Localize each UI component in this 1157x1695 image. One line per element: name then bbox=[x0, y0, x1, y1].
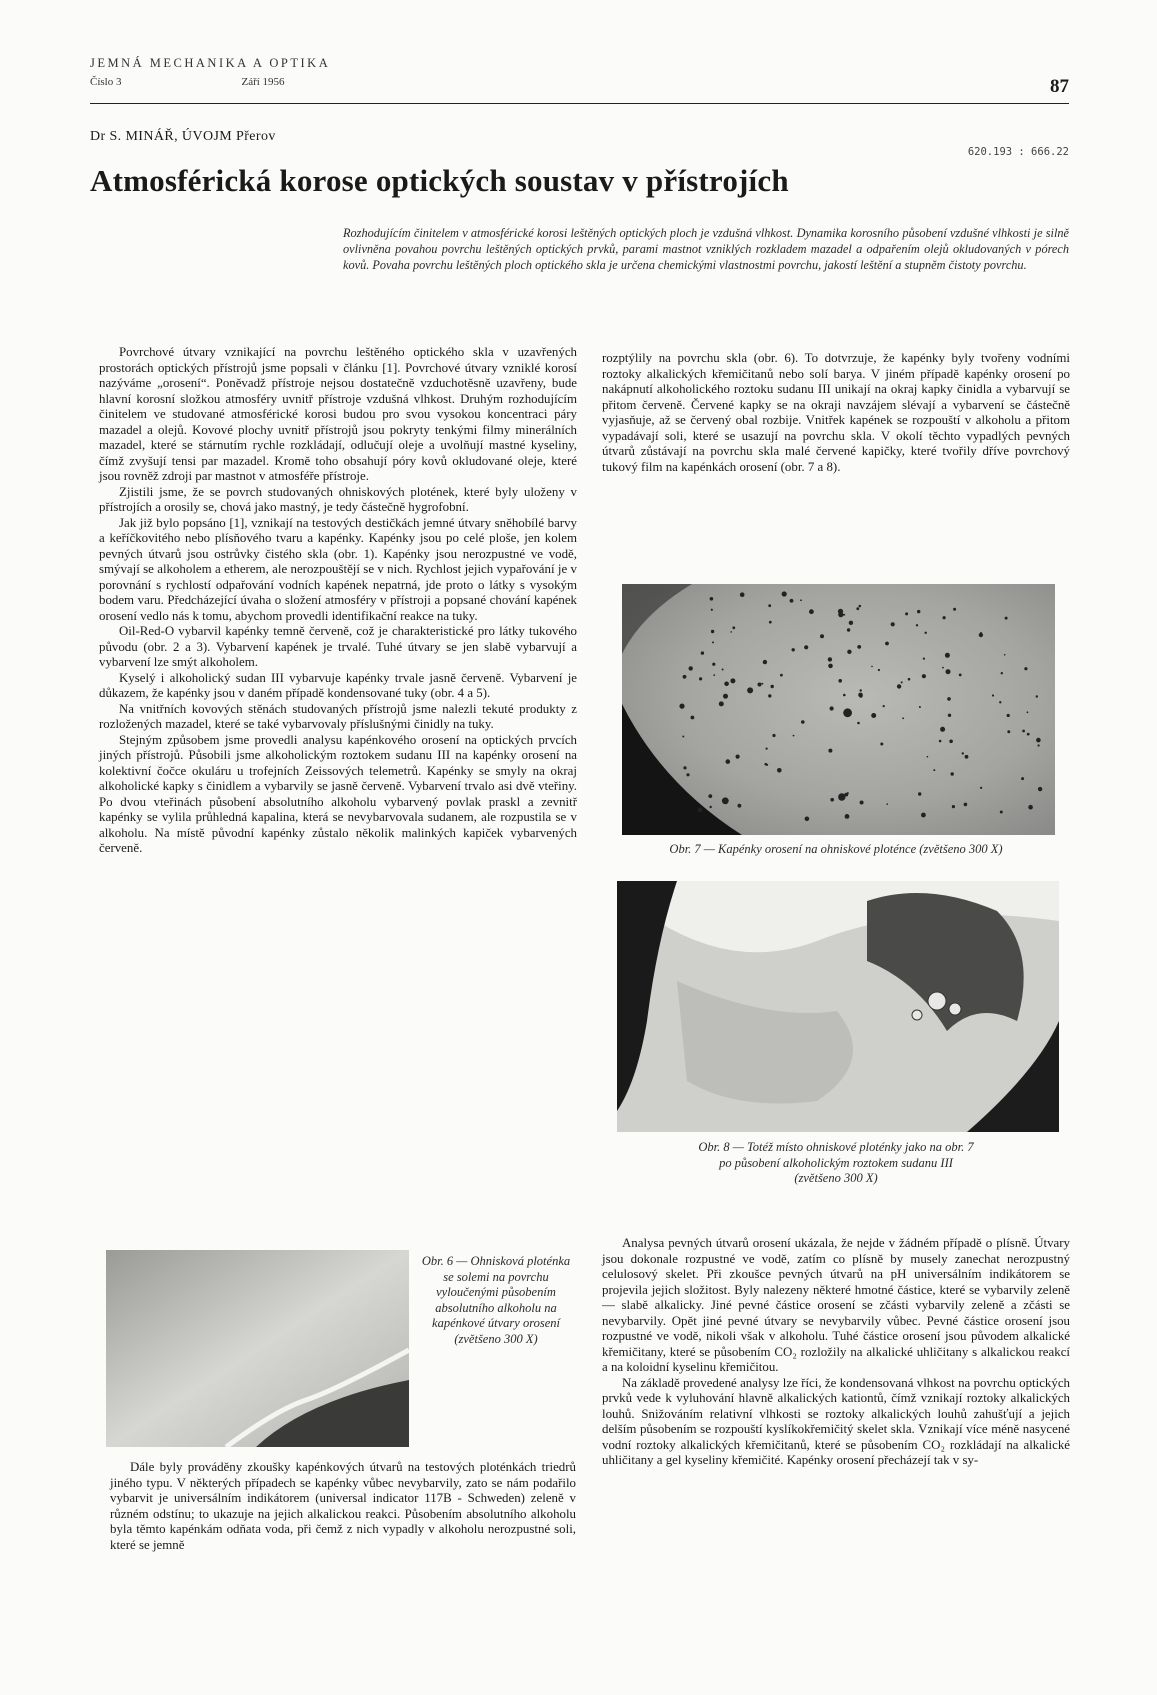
droplet-mark bbox=[857, 645, 861, 649]
droplet-mark bbox=[740, 592, 745, 597]
droplet-mark bbox=[885, 642, 889, 646]
droplet-mark bbox=[856, 607, 859, 610]
droplet-mark bbox=[804, 645, 808, 649]
droplet-mark bbox=[711, 609, 713, 611]
droplet-mark bbox=[1027, 711, 1029, 713]
droplet-mark bbox=[845, 814, 850, 819]
droplet-mark bbox=[769, 621, 772, 624]
droplet-mark bbox=[710, 597, 714, 601]
droplet-mark bbox=[886, 803, 888, 805]
droplet-mark bbox=[999, 701, 1001, 703]
paragraph: Povrchové útvary vznikající na povrchu leštěného optického skla v uzavřených prostorách optických přístrojů jsme popsali v článku [1]. Povrchové útvary vzniklé korosí nazýváme „orosení“. Poněvadž přístroje nejsou dostatečně vzduchotěsně uzavřeny, bude hlavní korosní složkou atmosféry uvnitř přístroje vzdušná vlhkost. Druhým rozhodujícím činitelem ve studované atmosférické korosi budou pro svou vysokou koncentraci páry mazadel a olejů. Kovové plochy uvnitř přístrojů jsou pokryty tenkými filmy minerálních mazadel, které se stárnutím rychle rozkládají, odlučují oleje a uvolňují mastné kyseliny, čímž zvyšují tensi par mazadel. Kromě toho obsahují póry kovů okludované oleje, které jsou rovněž zdroji par mastnot v atmosféře přístroje. bbox=[99, 345, 577, 483]
droplet-mark bbox=[712, 641, 714, 643]
droplet-mark bbox=[883, 705, 885, 707]
bottom-right-column bbox=[602, 1236, 1070, 1469]
issue-number: Číslo 3 bbox=[90, 76, 122, 88]
droplet-mark bbox=[921, 813, 926, 818]
droplet-mark bbox=[713, 674, 715, 676]
droplet-mark bbox=[933, 769, 935, 771]
droplet-mark bbox=[828, 657, 832, 661]
droplet-mark bbox=[1004, 654, 1006, 656]
article-title: Atmosférická korose optických soustav v přístrojích bbox=[90, 163, 789, 198]
droplet-mark bbox=[838, 609, 843, 614]
droplet-mark bbox=[762, 683, 764, 685]
figure-6-photo bbox=[106, 1250, 409, 1447]
droplet-mark bbox=[801, 720, 805, 724]
figure-8-caption-line: (zvětšeno 300 X) bbox=[794, 1171, 878, 1185]
droplet-mark bbox=[942, 667, 944, 669]
droplet-mark bbox=[905, 612, 908, 615]
stained-micrograph bbox=[617, 881, 1059, 1132]
droplet-mark bbox=[747, 687, 753, 693]
droplet-mark bbox=[771, 685, 774, 688]
header-rule bbox=[90, 103, 1069, 104]
figure-6-caption: Obr. 6 — Ohnisková ploténka se solemi na povrchu vyloučenými působením absolutního alkoholu na kapénkové útvary orosení (zvětšeno 300 X) bbox=[421, 1254, 571, 1346]
issue-line bbox=[90, 76, 405, 88]
abstract-text: Rozhodujícím činitelem v atmosférické korosi leštěných optických ploch je vzdušná vlhkost. Dynamika korosního působení vzdušné vlhkosti je silně ovlivněna povahou povrchu leštěných optických prvků, parami mastnot vzniklých rozkladem mazadel a odpařením olejů okludovaných v pórech kovů. Povaha povrchu leštěných ploch optického skla je určena chemickými vlastnostmi povrchu, jakostí leštění a stupněm čistoty povrchu. bbox=[343, 226, 1069, 272]
droplet-mark bbox=[857, 722, 860, 725]
droplet-mark bbox=[732, 626, 735, 629]
droplet-mark bbox=[701, 651, 704, 654]
droplet-mark bbox=[891, 622, 895, 626]
paragraph: Zjistili jsme, že se povrch studovaných ohniskových plotének, které byly uloženy v přístrojích a orosily se, chová jako mastný, je tedy částečně hygrofobní. bbox=[99, 484, 577, 514]
droplet-mark bbox=[772, 734, 775, 737]
droplet-mark bbox=[738, 804, 742, 808]
droplet-mark bbox=[1000, 811, 1003, 814]
page-number: 87 bbox=[1050, 76, 1069, 97]
droplet-mark bbox=[945, 653, 950, 658]
figure-7-photo bbox=[622, 584, 1055, 835]
droplet-mark bbox=[683, 766, 686, 769]
droplet-mark bbox=[792, 648, 795, 651]
droplet-mark bbox=[1027, 733, 1030, 736]
droplet-mark bbox=[712, 663, 715, 666]
droplet-mark bbox=[765, 763, 768, 766]
droplet-mark bbox=[979, 633, 983, 637]
droplet-mark bbox=[948, 714, 951, 717]
droplet-mark bbox=[763, 660, 767, 664]
droplet-mark bbox=[916, 624, 918, 626]
droplet-mark bbox=[689, 666, 693, 670]
paragraph: Jak již bylo popsáno [1], vznikají na testových destičkách jemné útvary sněhobílé barvy a keříčkovitého nebo plísňového tvaru a kapénky. Kapénky jsou po celé ploše, jen kolem pevných útvarů jsou ostrůvky čistého skla (obr. 1). Kapénky jsou nerozpustné ve vodě, smývají se alkoholem a etherem, ale nerozpouštějí se v nich. Rychlost jejich vypařování je v porovnání s rychlostí odpařování vodních kapének nepatrná, jde proto o látky s vysokým bodem varu. Předcházející úvaha o složení atmosféry v přístroji a popsané chování kapének orosení vedlo nás k tomu, abychom provedli identifikační reakce na tuky. bbox=[99, 515, 577, 623]
paragraph: Stejným způsobem jsme provedli analysu kapénkového orosení na optických prvcích jiných přístrojů. Působili jsme alkoholickým roztokem sudanu III na kapénky orosení na kolektivní čočce okuláru u trofejních Zeissových telemetrů. Kapénky se smyly na okraj alkoholické kapky s činidlem a vybarvily se jasně červeně. Vybarvení trvalo asi dvě vteřiny. Po dvou vteřinách působení absolutního alkoholu vybarvený povlak praskl a zevnitř kapénky se vylila průhledná kapalina, která se nevybarvovala sudanem, ale rozpustila se v alkoholu. Na místě původní kapénky zůstalo několik malinkých kapiček vybarvených červeně. bbox=[99, 732, 577, 855]
droplet-mark bbox=[902, 717, 904, 719]
droplet-mark bbox=[724, 682, 729, 687]
droplet-mark bbox=[901, 681, 903, 683]
figure-8-photo bbox=[617, 881, 1059, 1132]
abstract bbox=[343, 226, 1069, 274]
droplet-mark bbox=[730, 678, 735, 683]
droplet-mark bbox=[860, 801, 864, 805]
droplet-mark bbox=[691, 716, 695, 720]
droplet-mark bbox=[922, 674, 926, 678]
droplet-mark bbox=[809, 609, 814, 614]
droplet-mark bbox=[838, 793, 845, 800]
droplet-mark bbox=[682, 736, 684, 738]
droplet-mark bbox=[1022, 730, 1025, 733]
droplet-mark bbox=[838, 679, 842, 683]
droplet-mark bbox=[859, 694, 863, 698]
droplet-mark bbox=[1021, 777, 1024, 780]
droplet-mark bbox=[919, 706, 921, 708]
paragraph: Oil-Red-O vybarvil kapénky temně červeně, což je charakteristické pro látky tukového původu (obr. 2 a 3). Vybarvení kapének je trvalé. Tuhé útvary se jen slabě vybarvují a vybarvení lze smýt alkoholem. bbox=[99, 624, 577, 669]
droplet-mark bbox=[723, 694, 728, 699]
droplet-mark bbox=[782, 591, 787, 596]
droplet-mark bbox=[1001, 672, 1003, 674]
droplet-mark bbox=[758, 683, 762, 687]
droplet-mark bbox=[843, 708, 852, 717]
paragraph: Analysa pevných útvarů orosení ukázala, že nejde v žádném případě o plísně. Útvary jsou dokonale rozpustné ve vodě, zatím co plísně by musely zanechat nerozpustný celulosový skelet. Při zkoušce pevných útvarů na pH universálním indikátorem se projevila jejich složitost. Byly nalezeny některé hmotné částice, které se vybarvily zeleně — slabě alkalicky. Jiné pevné částice orosení se zčásti vybarvily zeleně a zčásti se nevybarvily. Opět jiné pevné útvary se nevybarvily vůbec. Pevné částice orosení jsou rozpustné ve vodě, nikoli však v alkoholu. Tuhé částice orosení jsou původem alkalické křemičitany, které se působením CO₂ rozložily na alkalické uhličitany s alkalickou reakcí a na koloidní kyselinu křemičitou. bbox=[602, 1236, 1070, 1374]
droplet-mark bbox=[925, 632, 927, 634]
left-column bbox=[99, 345, 577, 857]
droplet-mark bbox=[949, 740, 953, 744]
droplet-mark bbox=[805, 817, 810, 822]
droplet-mark bbox=[710, 806, 712, 808]
droplet-mark bbox=[766, 748, 768, 750]
droplet-mark bbox=[959, 674, 962, 677]
droplet-mark bbox=[908, 678, 911, 681]
droplet-mark bbox=[722, 797, 729, 804]
droplet-mark bbox=[686, 773, 689, 776]
droplet-mark bbox=[939, 740, 942, 743]
droplet-mark bbox=[1038, 744, 1040, 746]
droplet-mark bbox=[777, 768, 782, 773]
droplet-mark bbox=[871, 666, 873, 668]
droplet-mark bbox=[860, 689, 862, 691]
droplet-mark bbox=[847, 650, 851, 654]
droplet-mark bbox=[918, 792, 921, 795]
droplet-mark bbox=[943, 616, 946, 619]
droplet-mark bbox=[880, 743, 883, 746]
classification-code: 620.193 : 666.22 bbox=[967, 146, 1069, 158]
droplet-mark bbox=[871, 713, 876, 718]
issue-date: Září 1956 bbox=[241, 76, 285, 88]
paragraph: Dále byly prováděny zkoušky kapénkových útvarů na testových ploténkách triedrů jiného typu. V některých případech se kapénky vůbec nevybarvily, zato se nám podařilo vybarvit je universálním indikátorem (universal indicator 117B - Schweden) zeleně v různém odstínu; to ukazuje na jejich alkalickou reakci. Působením absolutního alkoholu byla těmto kapénkám odňata voda, při čemž z nich vypadly v alkoholu nerozpustné soli, které se jemně bbox=[110, 1460, 576, 1552]
droplet-mark bbox=[768, 604, 771, 607]
droplet-mark bbox=[1036, 738, 1041, 743]
figure-8-caption-line: Obr. 8 — Totéž místo ohniskové ploténky jako na obr. 7 bbox=[698, 1140, 974, 1154]
droplet-mark bbox=[847, 628, 850, 631]
droplet-mark bbox=[849, 621, 853, 625]
droplet-mark bbox=[878, 669, 880, 671]
droplet-mark bbox=[711, 630, 714, 633]
droplet-mark bbox=[843, 694, 846, 697]
droplet-mark bbox=[1038, 787, 1042, 791]
droplet-mark bbox=[768, 694, 771, 697]
droplet-mark bbox=[965, 755, 969, 759]
droplet-mark bbox=[917, 610, 920, 613]
droplet-mark bbox=[946, 669, 951, 674]
right-column bbox=[602, 351, 1070, 475]
droplet-mark bbox=[1028, 805, 1033, 810]
droplet-mark bbox=[897, 684, 901, 688]
droplet-mark bbox=[843, 614, 845, 616]
droplet-mark bbox=[859, 605, 862, 608]
droplet-mark bbox=[708, 794, 712, 798]
droplet-mark bbox=[830, 798, 834, 802]
figure-8-caption bbox=[602, 1140, 1070, 1187]
salts-micrograph bbox=[106, 1250, 409, 1447]
droplet-mark bbox=[1005, 617, 1008, 620]
droplet-mark bbox=[992, 694, 994, 696]
droplet-mark bbox=[962, 752, 964, 754]
bottom-left-column bbox=[110, 1460, 576, 1553]
paragraph: rozptýlily na povrchu skla (obr. 6). To dotvrzuje, že kapénky byly tvořeny vodními roztoky alkalických křemičitanů nebo solí barya. V jiném případě kapénky orosení po nakápnutí alkoholického roztoku sudanu III unikají na okraj kapky činidla a vybarvují se přitom červeně. Červené kapky se na okraji navzájem slévají a vybarvení se částečně vyjasňuje, až se červený obal rozbije. Vnitřek kapének se rozpouští v alkoholu a přitom vypadávají soli, které se usazují na povrchu skla. V okolí těchto vypadlých pevných útvarů zůstávají na povrchu skla malé červené kapičky, které tvořily dříve povrchový tukový film na kapénkách orosení (obr. 7 a 8). bbox=[602, 351, 1070, 474]
paragraph: Na vnitřních kovových stěnách studovaných přístrojů jsme nalezli tekuté produkty z rozložených mazadel, které se také vybarvovaly příslušnými činidly na tuky. bbox=[99, 701, 577, 731]
droplet-mark bbox=[927, 756, 929, 758]
droplet-mark bbox=[719, 701, 724, 706]
droplet-mark bbox=[730, 631, 732, 633]
paragraph: Kyselý i alkoholický sudan III vybarvuje kapénky trvale jasně červeně. Vybarvení je důkazem, že kapénky jsou v daném případě kondensované tuky (obr. 4 a 5). bbox=[99, 670, 577, 700]
paragraph: Na základě provedené analysy lze říci, že kondensovaná vlhkost na povrchu optických prvků vede k vyluhování hlavně alkalických kationtů, čímž vznikají roztoky alkalických louhů. Snižováním relativní vlhkosti se roztoky alkalických louhů zahušťují a jejich delším působením se rozpouští kyslíkokřemičitý skelet skla. Vznikají více méně nasycené vodní roztoky alkalických křemičitanů, které se působením CO₂ rozkládají na alkalické uhličitany a gel kyseliny křemičité. Kapénky orosení přecházejí tak v sy- bbox=[602, 1375, 1070, 1467]
droplet-mark bbox=[790, 599, 794, 603]
droplet-mark bbox=[736, 755, 740, 759]
droplet-mark bbox=[780, 674, 783, 677]
droplet-mark bbox=[699, 677, 702, 680]
droplet-mark bbox=[953, 608, 956, 611]
droplet-mark bbox=[679, 704, 684, 709]
droplet-mark bbox=[964, 803, 968, 807]
droplet-mark bbox=[1007, 730, 1010, 733]
figure-8-caption-line: po působení alkoholickým roztokem sudanu III bbox=[719, 1155, 953, 1170]
droplet-mark bbox=[952, 805, 955, 808]
droplet-mark bbox=[828, 664, 833, 669]
droplet-mark bbox=[1007, 714, 1010, 717]
droplet-mark bbox=[683, 675, 687, 679]
droplet-mark bbox=[828, 749, 832, 753]
droplet-mark bbox=[726, 759, 731, 764]
droplet-mark bbox=[923, 658, 925, 660]
droplets-micrograph bbox=[622, 584, 1055, 835]
droplet-mark bbox=[820, 634, 824, 638]
journal-name: JEMNÁ MECHANIKA A OPTIKA bbox=[90, 56, 331, 70]
droplet-mark bbox=[951, 772, 954, 775]
droplet-mark bbox=[793, 735, 795, 737]
droplet-mark bbox=[1036, 695, 1038, 697]
droplet-mark bbox=[980, 787, 982, 789]
droplet-mark bbox=[800, 599, 802, 601]
droplet-mark bbox=[940, 727, 945, 732]
droplet-mark bbox=[830, 706, 834, 710]
figure-7-caption: Obr. 7 — Kapénky orosení na ohniskové ploténce (zvětšeno 300 X) bbox=[669, 842, 1003, 856]
author-line: Dr S. MINÁŘ, ÚVOJM Přerov bbox=[90, 129, 276, 144]
droplet-mark bbox=[722, 669, 724, 671]
droplet-mark bbox=[698, 808, 703, 813]
droplet-mark bbox=[1024, 667, 1027, 670]
droplet-mark bbox=[847, 792, 849, 794]
droplet-mark bbox=[947, 697, 951, 701]
